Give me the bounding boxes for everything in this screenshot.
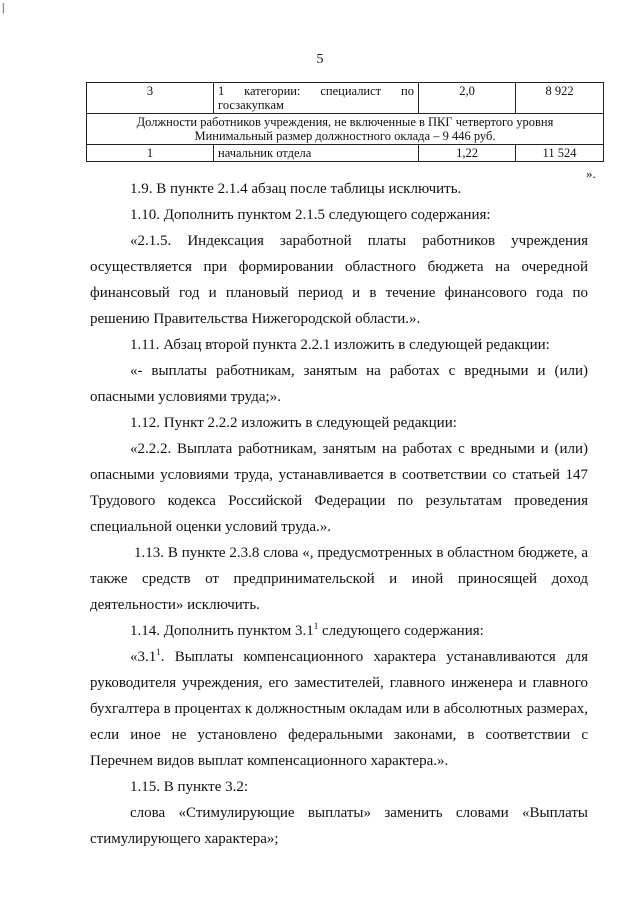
group-header-min-salary: Минимальный размер должностного оклада – 9 446 руб. <box>194 129 496 143</box>
paragraph-1-14 <box>90 618 588 644</box>
table-cell-position: 1 категории: специалист по госзакупкам <box>214 83 419 114</box>
table-row-group-header <box>87 114 604 145</box>
superscript: 1 <box>313 621 319 631</box>
table-group-header <box>87 114 604 145</box>
group-header-title: Должности работников учреждения, не включенные в ПКГ четвертого уровня <box>136 115 554 129</box>
paragraph-2-2-2: «2.2.2. Выплата работникам, занятым на работах с вредными и (или) опасными условиями труда, устанавливается в соответствии со статьей 147 Трудового кодекса Российской Федерации по результатам проведения специальной оценки условий труда.». <box>90 441 588 535</box>
paragraph-1-10: 1.10. Дополнить пунктом 2.1.5 следующего содержания: <box>130 207 491 223</box>
paragraph-1-14-rest: следующего содержания: <box>321 623 484 639</box>
paragraph-words-replace: слова «Стимулирующие выплаты» заменить словами «Выплаты стимулирующего характера»; <box>90 805 588 847</box>
corner-mark: | <box>2 0 5 14</box>
table-closing-quote: ». <box>586 166 596 181</box>
table-cell-coefficient: 1,22 <box>419 145 516 162</box>
table-row <box>87 83 604 114</box>
page-number: 5 <box>316 52 324 67</box>
salary-table <box>86 82 604 162</box>
paragraph-1-15: 1.15. В пункте 3.2: <box>130 779 249 795</box>
paragraph-1-9: 1.9. В пункте 2.1.4 абзац после таблицы исключить. <box>130 181 462 197</box>
table-cell-position: начальник отдела <box>214 145 419 162</box>
paragraph-1-14-text: 1.14. Дополнить пунктом 3.1 <box>130 623 314 639</box>
table-cell-coefficient: 2,0 <box>419 83 516 114</box>
paragraph-1-12: 1.12. Пункт 2.2.2 изложить в следующей редакции: <box>130 415 457 431</box>
table-row <box>87 145 604 162</box>
paragraph-3-1-1-start: «3.1 <box>130 649 157 665</box>
document-body <box>90 176 588 852</box>
paragraph-3-1-1 <box>90 644 588 774</box>
table-cell-salary: 11 524 <box>516 145 604 162</box>
paragraph-2-1-5: «2.1.5. Индексация заработной платы работников учреждения осуществляется при формировании областного бюджета на очередной финансовый год и плановый период и в течение финансового года по решению Правительства Нижегородской области.». <box>90 233 588 327</box>
paragraph-1-11: 1.11. Абзац второй пункта 2.2.1 изложить в следующей редакции: <box>130 337 550 353</box>
paragraph-2-2-1: «- выплаты работникам, занятым на работах с вредными и (или) опасными условиями труда;». <box>90 363 588 405</box>
table-cell-number: 1 <box>87 145 214 162</box>
paragraph-1-13: 1.13. В пункте 2.3.8 слова «, предусмотренных в областном бюджете, а также средств от предпринимательской и иной приносящей доход деятельности» исключить. <box>90 545 588 613</box>
table-cell-number: 3 <box>87 83 214 114</box>
table-cell-salary: 8 922 <box>516 83 604 114</box>
paragraph-3-1-1-text: . Выплаты компенсационного характера устанавливаются для руководителя учреждения, его заместителей, главного инженера и главного бухгалтера в процентах к должностным окладам или в абсолютных размерах, если иное не установлено федеральными законами, в соответствии с Перечнем видов выплат компенсационного характера.». <box>90 649 588 769</box>
superscript: 1 <box>156 647 161 657</box>
